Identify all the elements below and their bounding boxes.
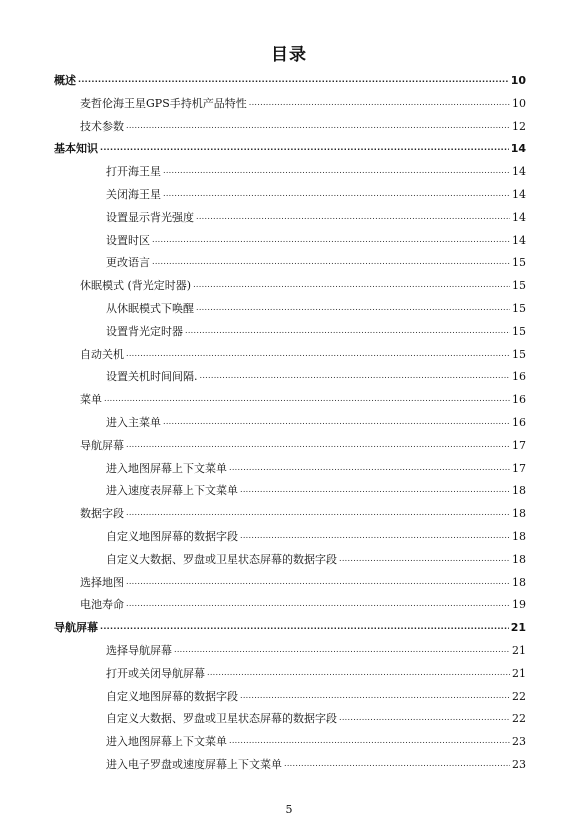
toc-entry-page: 23 — [512, 758, 526, 771]
toc-leader-dots — [104, 393, 510, 407]
toc-entry[interactable] — [106, 205, 526, 225]
toc-entry-page: 18 — [512, 507, 526, 521]
toc-entry-label: 自定义地图屏幕的数据字段 — [106, 689, 238, 703]
toc-entry-page: 18 — [512, 530, 526, 543]
toc-entry-page: 12 — [512, 119, 526, 133]
toc-entry-page: 14 — [512, 233, 526, 247]
toc-entry-page: 14 — [512, 165, 526, 179]
toc-entry-page: 23 — [512, 735, 526, 749]
toc-entry[interactable] — [106, 661, 526, 681]
toc-section[interactable] — [54, 615, 526, 635]
toc-entry-label: 电池寿命 — [80, 598, 124, 612]
toc-entry[interactable] — [80, 114, 526, 134]
toc-entry-page: 17 — [512, 438, 526, 452]
toc-entry-label: 自定义大数据、罗盘或卫星状态屏幕的数据字段 — [106, 552, 337, 566]
toc-entry[interactable] — [106, 478, 526, 498]
toc-leader-dots — [174, 644, 510, 658]
toc-entry-label: 从休眠模式下唤醒 — [106, 302, 194, 315]
toc-entry-page: 15 — [512, 347, 526, 361]
toc-entry-page: 15 — [512, 302, 526, 315]
toc-leader-dots — [284, 758, 510, 772]
toc-entry-page: 18 — [512, 575, 526, 589]
toc-leader-dots — [152, 256, 510, 270]
toc-entry[interactable] — [106, 228, 526, 248]
toc-entry-page: 14 — [512, 188, 526, 201]
toc-entry-page: 16 — [512, 416, 526, 429]
toc-entry-label: 导航屏幕 — [80, 438, 124, 452]
toc-entry[interactable] — [106, 182, 526, 202]
toc-entry-page: 16 — [512, 393, 526, 407]
toc-leader-dots — [185, 325, 510, 339]
toc-entry-label: 自定义地图屏幕的数据字段 — [106, 530, 238, 543]
toc-entry-page: 10 — [512, 96, 526, 110]
toc-entry-page: 15 — [512, 256, 526, 270]
toc-entry[interactable] — [80, 501, 526, 521]
toc-leader-dots — [196, 211, 510, 225]
toc-entry-label: 选择导航屏幕 — [106, 644, 172, 657]
toc-leader-dots — [207, 667, 510, 681]
toc-leader-dots — [126, 598, 510, 612]
toc-leader-dots — [100, 142, 509, 156]
toc-entry-label: 设置显示背光强度 — [106, 210, 194, 224]
toc-leader-dots — [249, 97, 510, 111]
toc-leader-dots — [229, 462, 510, 476]
toc-leader-dots — [196, 302, 510, 316]
toc-entry-page: 14 — [512, 210, 526, 224]
toc-entry-label: 进入地图屏幕上下文菜单 — [106, 461, 227, 475]
toc-entry-page: 14 — [510, 142, 526, 156]
toc-entry[interactable] — [106, 159, 526, 179]
toc-leader-dots — [240, 530, 510, 544]
toc-entry-label: 自定义大数据、罗盘或卫星状态屏幕的数据字段 — [106, 712, 337, 726]
toc-entry-label: 菜单 — [80, 393, 102, 407]
toc-entry[interactable] — [106, 456, 526, 476]
toc-leader-dots — [339, 712, 510, 726]
toc-entry-page: 21 — [510, 621, 526, 635]
toc-entry-page: 21 — [512, 644, 526, 657]
toc-entry[interactable] — [106, 524, 526, 544]
toc-entry-page: 17 — [512, 461, 526, 475]
toc-entry-label: 进入地图屏幕上下文菜单 — [106, 735, 227, 749]
page-number: 5 — [285, 803, 293, 816]
toc-entry-label: 麦哲伦海王星GPS手持机产品特性 — [80, 96, 247, 110]
toc-entry-label: 选择地图 — [80, 575, 124, 589]
toc-entry[interactable] — [80, 433, 526, 453]
toc-entry-label: 数据字段 — [80, 507, 124, 521]
toc-leader-dots — [193, 279, 510, 293]
toc-entry-label: 技术参数 — [80, 119, 124, 133]
toc-entry-page: 19 — [512, 598, 526, 612]
toc-entry-label: 更改语言 — [106, 256, 150, 270]
toc-entry-page: 21 — [512, 666, 526, 680]
toc-entry[interactable] — [80, 592, 526, 612]
toc-entry-page: 18 — [512, 484, 526, 498]
toc-leader-dots — [126, 120, 510, 134]
toc-leader-dots — [126, 507, 510, 521]
toc-entry-label: 进入电子罗盘或速度屏幕上下文菜单 — [106, 758, 282, 771]
toc-entry[interactable] — [106, 319, 526, 339]
toc-entry[interactable] — [80, 342, 526, 362]
toc-entry-page: 16 — [512, 370, 526, 384]
toc-leader-dots — [200, 370, 511, 384]
toc-leader-dots — [78, 74, 509, 88]
toc-entry-label: 设置时区 — [106, 233, 150, 247]
toc-entry-label: 设置关机时间间隔. — [106, 370, 198, 384]
toc-entry[interactable] — [80, 387, 526, 407]
toc-entry[interactable] — [80, 273, 526, 293]
toc-section[interactable] — [54, 68, 526, 88]
toc-leader-dots — [126, 348, 510, 362]
toc-entry[interactable] — [106, 706, 526, 726]
toc-leader-dots — [339, 553, 510, 567]
toc-leader-dots — [126, 439, 510, 453]
toc-entry[interactable] — [80, 570, 526, 590]
toc-entry-label: 概述 — [54, 74, 76, 87]
toc-entry-page: 22 — [512, 689, 526, 703]
toc-leader-dots — [229, 735, 510, 749]
toc-entry[interactable] — [106, 638, 526, 658]
toc-entry[interactable] — [80, 91, 526, 111]
toc-entry[interactable] — [106, 410, 526, 430]
toc-entry[interactable] — [106, 729, 526, 749]
toc-entry[interactable] — [106, 296, 526, 316]
toc-entry-label: 导航屏幕 — [54, 621, 98, 635]
toc-entry-label: 设置背光定时器 — [106, 324, 183, 338]
toc-leader-dots — [100, 621, 509, 635]
toc-entry-page: 15 — [512, 324, 526, 338]
toc-leader-dots — [126, 576, 510, 590]
toc-entry-page: 15 — [512, 279, 526, 293]
toc-leader-dots — [163, 188, 510, 202]
toc-section[interactable] — [54, 136, 526, 156]
toc-entry-label: 关闭海王星 — [106, 188, 161, 201]
page-title: 目录 — [271, 45, 307, 65]
toc-entry-page: 10 — [510, 74, 526, 87]
toc-entry-label: 自动关机 — [80, 347, 124, 361]
toc-entry[interactable] — [106, 684, 526, 704]
toc-leader-dots — [163, 165, 510, 179]
toc-leader-dots — [163, 416, 510, 430]
toc-entry[interactable] — [106, 547, 526, 567]
toc-leader-dots — [240, 690, 510, 704]
toc-leader-dots — [152, 234, 510, 248]
toc-entry-label: 基本知识 — [54, 142, 98, 156]
toc-entry-page: 22 — [512, 712, 526, 726]
toc-entry-label: 进入速度表屏幕上下文菜单 — [106, 484, 238, 498]
toc-entry[interactable] — [106, 364, 526, 384]
toc-entry[interactable] — [106, 250, 526, 270]
toc-entry-label: 休眠模式 (背光定时器) — [80, 279, 192, 293]
toc-leader-dots — [240, 484, 510, 498]
toc-entry-label: 打开或关闭导航屏幕 — [106, 666, 205, 680]
toc-entry-label: 进入主菜单 — [106, 416, 161, 429]
toc-entry-label: 打开海王星 — [106, 165, 161, 179]
toc-entry-page: 18 — [512, 552, 526, 566]
toc-entry[interactable] — [106, 752, 526, 772]
